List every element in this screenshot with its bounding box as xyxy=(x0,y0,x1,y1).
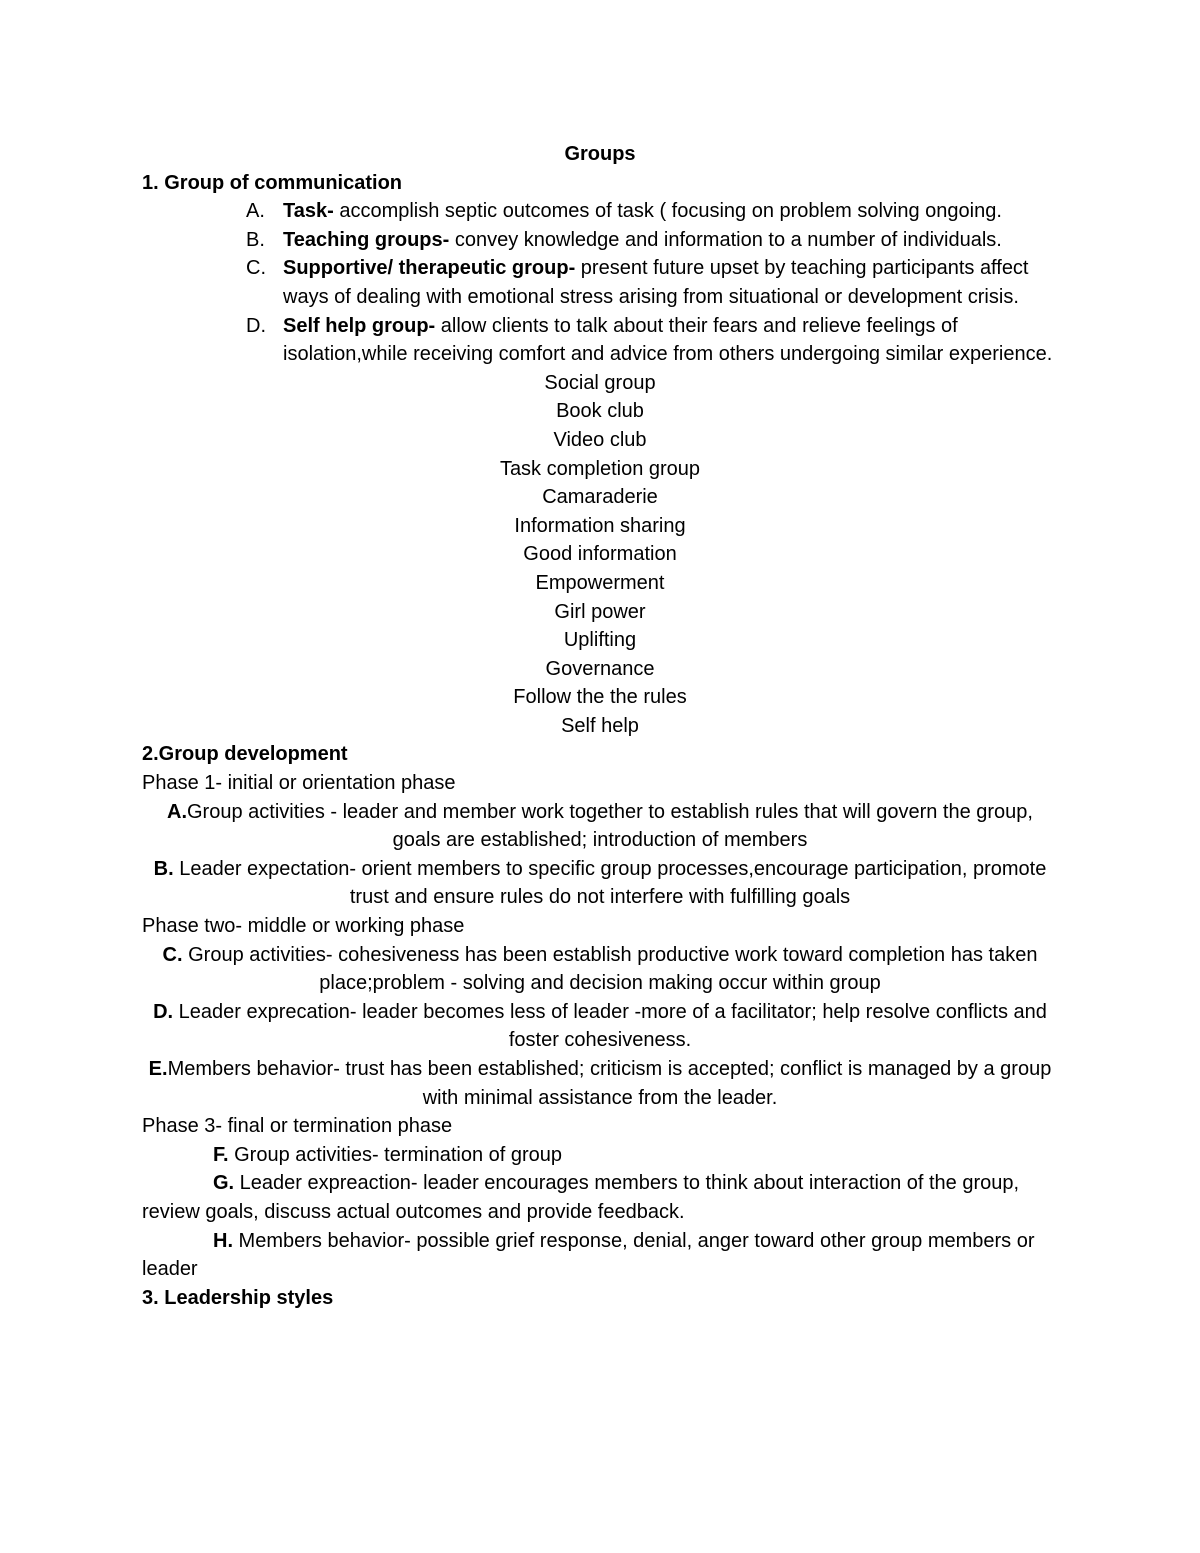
list-text: convey knowledge and information to a number of individuals. xyxy=(449,228,1002,251)
item-letter: H. xyxy=(213,1229,233,1252)
example-item: Task completion group xyxy=(499,457,701,480)
item-text: Members behavior- trust has been established; criticism is accepted; conflict is managed by a group with minimal assistance from the leader. xyxy=(167,1058,1052,1109)
phase-item-f xyxy=(142,1141,1058,1170)
phase-2-label: Phase two- middle or working phase xyxy=(142,915,465,938)
list-item-supportive xyxy=(142,254,1058,311)
item-text: Group activities - leader and member work together to establish rules that will govern the group, goals are established; introduction of members xyxy=(187,800,1033,852)
list-letter: A. xyxy=(246,200,265,223)
example-item: Information sharing xyxy=(514,514,686,537)
document-title: Groups xyxy=(564,143,636,165)
list-term: Supportive/ therapeutic group- xyxy=(283,257,576,280)
item-letter: F. xyxy=(213,1143,229,1166)
group-examples-list xyxy=(142,369,1058,741)
list-item-task xyxy=(142,197,1058,226)
section-3-heading: 3. Leadership styles xyxy=(142,1286,334,1309)
example-item: Follow the the rules xyxy=(513,686,687,709)
phase-item-e xyxy=(142,1055,1058,1112)
item-text: Leader exprecation- leader becomes less of leader -more of a facilitator; help resolve conflicts and foster cohesiveness. xyxy=(173,1000,1047,1052)
example-item: Self help xyxy=(561,714,639,737)
item-letter: B. xyxy=(153,857,174,880)
phase-item-d xyxy=(142,998,1058,1055)
communication-group-list xyxy=(142,197,1058,369)
phase-item-b xyxy=(142,855,1058,912)
list-letter: B. xyxy=(246,228,265,251)
example-item: Empowerment xyxy=(535,571,665,594)
phase-item-a xyxy=(142,798,1058,855)
example-item: Good information xyxy=(523,543,677,566)
item-text: Group activities- cohesiveness has been establish productive work toward completion has taken place;problem - solving and decision making occur within group xyxy=(182,943,1038,995)
item-text: Leader expreaction- leader encourages members to think about interaction of the group, review goals, discuss actual outcomes and provide feedback. xyxy=(142,1172,1020,1223)
example-item: Uplifting xyxy=(563,629,637,652)
example-item: Camaraderie xyxy=(542,486,658,509)
example-item: Social group xyxy=(544,371,656,394)
list-term: Task- xyxy=(283,200,334,223)
phase-item-c xyxy=(142,941,1058,998)
list-item-teaching xyxy=(142,226,1058,255)
item-text: Leader expectation- orient members to specific group processes,encourage participation, promote trust and ensure rules do not interfere with fulfilling goals xyxy=(173,857,1047,909)
item-letter: E. xyxy=(148,1058,168,1080)
section-2-heading: 2.Group development xyxy=(142,743,348,766)
phase-item-h xyxy=(142,1227,1058,1284)
list-text: allow clients to talk about their fears and relieve feelings of isolation,while receiving comfort and advice from others undergoing similar experience. xyxy=(283,314,1053,366)
document-content xyxy=(142,140,1058,1312)
item-letter: A. xyxy=(167,800,187,823)
list-text: accomplish septic outcomes of task ( focusing on problem solving ongoing. xyxy=(333,200,1002,223)
phase-item-g xyxy=(142,1169,1058,1226)
list-item-self-help xyxy=(142,312,1058,369)
example-item: Governance xyxy=(545,657,655,680)
item-text: Members behavior- possible grief response, denial, anger toward other group members or leader xyxy=(142,1229,1035,1281)
item-letter: C. xyxy=(162,943,183,966)
item-letter: D. xyxy=(153,1000,174,1023)
list-term: Self help group- xyxy=(283,314,436,337)
phase-1-label: Phase 1- initial or orientation phase xyxy=(142,772,456,795)
list-letter: C. xyxy=(246,257,266,280)
section-1-heading: 1. Group of communication xyxy=(142,171,403,194)
list-text: present future upset by teaching participants affect ways of dealing with emotional stress arising from situational or development crisis. xyxy=(283,257,1029,308)
example-item: Book club xyxy=(556,400,644,423)
example-item: Girl power xyxy=(554,600,646,623)
list-term: Teaching groups- xyxy=(283,228,450,251)
phase-3-label: Phase 3- final or termination phase xyxy=(142,1115,453,1138)
list-letter: D. xyxy=(246,314,266,337)
item-text: Group activities- termination of group xyxy=(228,1143,563,1166)
item-letter: G. xyxy=(213,1172,235,1195)
example-item: Video club xyxy=(553,428,647,451)
